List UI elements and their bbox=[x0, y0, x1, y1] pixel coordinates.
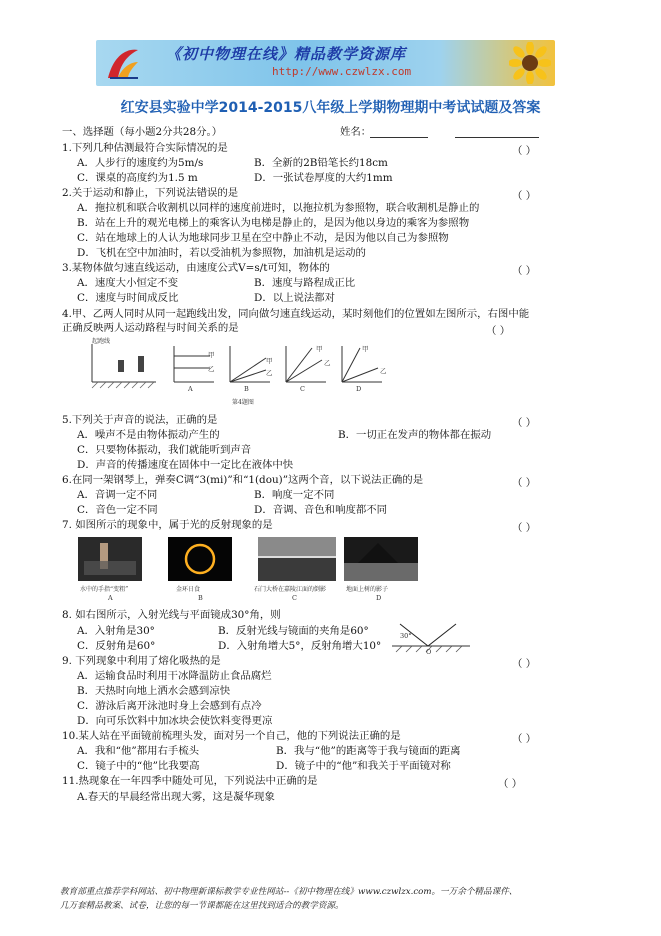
q4-jia-c: 甲 bbox=[316, 345, 323, 353]
q4-answer-blank[interactable]: （ ） bbox=[486, 325, 511, 337]
q2-option-b: B．站在上升的观光电梯上的乘客认为电梯是静止的，是因为他以身边的乘客为参照物 bbox=[77, 217, 470, 229]
q4-jia-b: 甲 bbox=[266, 357, 273, 365]
q4-jia-d: 甲 bbox=[362, 345, 369, 353]
q7-letter-b: B bbox=[198, 594, 203, 602]
name-label: 姓名： bbox=[340, 126, 372, 138]
q4-yi-b: 乙 bbox=[266, 369, 273, 377]
q11-option-a: A.春天的早晨经常出现大雾，这是凝华现象 bbox=[77, 791, 275, 803]
q11-stem: 11.热现象在一年四季中随处可见，下列说法中正确的是 bbox=[62, 775, 318, 787]
footer-note bbox=[60, 885, 620, 913]
q7-caption-d: 地面上树的影子 bbox=[346, 586, 389, 593]
q7-letter-d: D bbox=[376, 594, 382, 602]
q2-answer-blank[interactable]: （ ） bbox=[512, 190, 537, 202]
q9-option-d: D．向可乐饮料中加冰块会使饮料变得更凉 bbox=[77, 715, 273, 727]
footer-line-1: 教育部重点推荐学科网站、初中物理新课标教学专业性网站--《初中物理在线》www.czwlzx.com。一万余个精品课件、 bbox=[60, 887, 518, 897]
q10-option-a: A．我和“他”都用右手梳头 bbox=[77, 745, 200, 757]
q1-answer-blank[interactable]: （ ） bbox=[512, 145, 537, 157]
q2-option-a: A．拖拉机和联合收割机以同样的速度前进时，以拖拉机为参照物，联合收割机是静止的 bbox=[77, 202, 480, 214]
class-field[interactable] bbox=[455, 137, 539, 138]
q6-option-a: A．音调一定不同 bbox=[77, 489, 158, 501]
q4-label-d: D bbox=[356, 385, 362, 393]
q8-option-a: A．入射角是30° bbox=[77, 625, 155, 637]
q1-option-d: D．一张试卷厚度的大约1mm bbox=[254, 172, 393, 184]
q4-stem-line1: 4.甲、乙两人同时从同一起跑线出发，同向做匀速直线运动，某时刻他们的位置如左图所示，右图中能 bbox=[62, 308, 530, 320]
q7-answer-blank[interactable]: （ ） bbox=[512, 522, 537, 534]
q10-stem: 10.某人站在平面镜前梳理头发，面对另一个自己，他的下列说法正确的是 bbox=[62, 730, 401, 742]
footer-line-2: 几万套精品教案、试卷，让您的每一节课都能在这里找到适合的教学资源。 bbox=[60, 901, 344, 911]
q8-option-d: D．入射角增大5°，反射角增大10° bbox=[218, 640, 382, 652]
q5-answer-blank[interactable]: （ ） bbox=[512, 417, 537, 429]
q9-option-b: B．天热时向地上洒水会感到凉快 bbox=[77, 685, 231, 697]
q2-stem: 2.关于运动和静止，下列说法错误的是 bbox=[62, 187, 239, 199]
q8-option-c: C．反射角是60° bbox=[77, 640, 156, 652]
banner-url: http://www.czwlzx.com bbox=[272, 65, 412, 78]
q3-option-d: D．以上说法都对 bbox=[254, 292, 336, 304]
q2-option-c: C．站在地球上的人认为地球同步卫星在空中静止不动，是因为他以自己为参照物 bbox=[77, 232, 449, 244]
q3-stem: 3.某物体做匀速直线运动，由速度公式V=s/t可知，物体的 bbox=[62, 262, 330, 274]
q7-caption-c: 石门大桥在嘉陵江面的倒影 bbox=[254, 586, 327, 593]
header-banner bbox=[96, 40, 555, 86]
q4-figure-caption: 第4题图 bbox=[232, 399, 254, 406]
name-field[interactable] bbox=[370, 137, 428, 138]
q5-option-c: C．只要物体振动，我们就能听到声音 bbox=[77, 444, 252, 456]
q2-option-d: D．飞机在空中加油时，若以受油机为参照物，加油机是运动的 bbox=[77, 247, 366, 259]
q6-option-b: B．响度一定不同 bbox=[254, 489, 335, 501]
q8-option-b: B．反射光线与镜面的夹角是60° bbox=[218, 625, 369, 637]
q7-letter-a: A bbox=[108, 594, 113, 602]
section-heading: 一、选择题（每小题2分共28分。） bbox=[62, 126, 223, 138]
q10-option-d: D．镜子中的“他”和我关于平面镜对称 bbox=[276, 760, 451, 772]
banner-title: 《初中物理在线》精品教学资源库 bbox=[166, 45, 407, 63]
q10-option-b: B．我与“他”的距离等于我与镜面的距离 bbox=[276, 745, 461, 757]
q4-label-b: B bbox=[244, 385, 249, 393]
q5-option-a: A．噪声不是由物体振动产生的 bbox=[77, 429, 220, 441]
q8-stem: 8. 如右图所示，入射光线与平面镜成30°角，则 bbox=[62, 609, 281, 621]
q5-option-d: D．声音的传播速度在固体中一定比在液体中快 bbox=[77, 459, 294, 471]
q9-option-c: C．游泳后离开泳池时身上会感到有点冷 bbox=[77, 700, 262, 712]
q6-option-d: D．音调、音色和响度都不同 bbox=[254, 504, 388, 516]
logo-icon bbox=[104, 44, 142, 82]
q7-stem: 7. 如图所示的现象中，属于光的反射现象的是 bbox=[62, 519, 273, 531]
q4-jia-a: 甲 bbox=[208, 351, 215, 359]
q1-option-b: B．全新的2B铅笔长约18cm bbox=[254, 157, 388, 169]
q4-label-a: A bbox=[188, 385, 193, 393]
sunflower-icon bbox=[509, 42, 551, 84]
q10-answer-blank[interactable]: （ ） bbox=[512, 733, 537, 745]
q7-letter-c: C bbox=[292, 594, 297, 602]
q3-answer-blank[interactable]: （ ） bbox=[512, 265, 537, 277]
q6-stem: 6.在同一架钢琴上，弹奏C调“3(mi)”和“1(dou)”这两个音，以下说法正确的是 bbox=[62, 474, 424, 486]
q7-caption-a: 水中的手指“变粗” bbox=[80, 586, 129, 593]
q1-stem: 1.下列几种估测最符合实际情况的是 bbox=[62, 142, 228, 154]
q7-photos bbox=[78, 537, 418, 581]
q8-point-o: O bbox=[426, 648, 432, 656]
q4-stem-line2: 正确反映两人运动路程与时间关系的是 bbox=[62, 322, 239, 334]
q1-option-a: A．人步行的速度约为5m/s bbox=[77, 157, 204, 169]
q4-start-label: 起跑线 bbox=[92, 338, 111, 345]
q4-yi-c: 乙 bbox=[324, 359, 331, 367]
q4-label-c: C bbox=[300, 385, 305, 393]
q10-option-c: C．镜子中的“他”比我要高 bbox=[77, 760, 200, 772]
q9-option-a: A．运输食品时利用干冰降温防止食品腐烂 bbox=[77, 670, 272, 682]
q9-answer-blank[interactable]: （ ） bbox=[512, 658, 537, 670]
q8-angle-label: 30° bbox=[400, 632, 412, 640]
q6-answer-blank[interactable]: （ ） bbox=[512, 477, 537, 489]
q6-option-c: C．音色一定不同 bbox=[77, 504, 158, 516]
q3-option-a: A．速度大小恒定不变 bbox=[77, 277, 179, 289]
q3-option-c: C．速度与时间成反比 bbox=[77, 292, 179, 304]
q11-answer-blank[interactable]: （ ） bbox=[498, 778, 523, 790]
q4-yi-d: 乙 bbox=[380, 367, 387, 375]
page-title: 红安县实验中学2014-2015八年级上学期物理期中考试试题及答案 bbox=[120, 100, 541, 116]
q5-option-b: B．一切正在发声的物体都在振动 bbox=[338, 429, 492, 441]
q4-yi-a: 乙 bbox=[208, 365, 215, 373]
q7-caption-b: 金环日食 bbox=[176, 586, 201, 593]
q5-stem: 5.下列关于声音的说法，正确的是 bbox=[62, 414, 218, 426]
q9-stem: 9. 下列现象中利用了熔化吸热的是 bbox=[62, 655, 221, 667]
q1-option-c: C．课桌的高度约为1.5 m bbox=[77, 172, 198, 184]
q3-option-b: B．速度与路程成正比 bbox=[254, 277, 356, 289]
